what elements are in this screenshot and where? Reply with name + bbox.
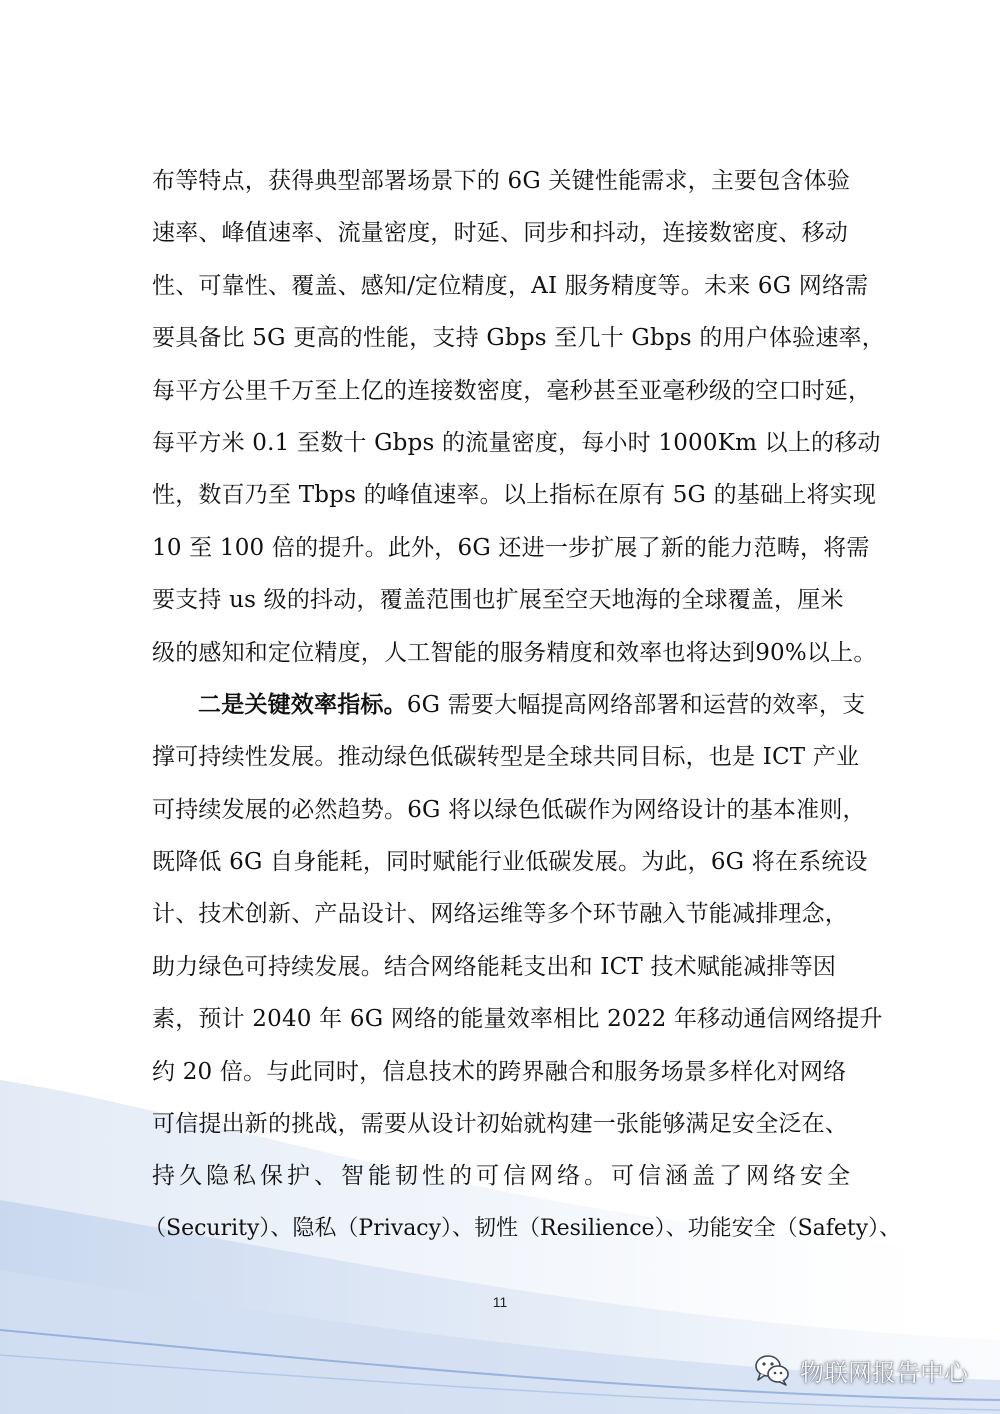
- text-line: 速率、峰值速率、流量密度，时延、同步和抖动，连接数密度、移动: [152, 220, 848, 247]
- text-line: 既降低 6G 自身能耗，同时赋能行业低碳发展。为此，6G 将在系统设: [152, 849, 868, 876]
- text-line: 持久隐私保护、智能韧性的可信网络。可信涵盖了网络安全: [152, 1163, 854, 1190]
- text-line: （Security）、隐私（Privacy）、韧性（Resilience）、功能安全（Safety）、: [144, 1215, 902, 1241]
- paragraph-heading: 二是关键效率指标。: [198, 691, 407, 718]
- document-body: [144, 155, 902, 1255]
- text-line: 10 至 100 倍的提升。此外，6G 还进一步扩展了新的能力范畴，将需: [152, 534, 870, 561]
- text-line: 助力绿色可持续发展。结合网络能耗支出和 ICT 技术赋能减排等因: [152, 953, 837, 980]
- text-line: 撑可持续性发展。推动绿色低碳转型是全球共同目标，也是 ICT 产业: [152, 744, 860, 771]
- paragraph-performance-indicators: [152, 155, 885, 679]
- text-line: 计、技术创新、产品设计、网络运维等多个环节融入节能减排理念，: [152, 901, 848, 928]
- text-line: 每平方米 0.1 至数十 Gbps 的流量密度，每小时 1000Km 以上的移动: [152, 429, 881, 456]
- text-line: 性，数百乃至 Tbps 的峰值速率。以上指标在原有 5G 的基础上将实现: [152, 482, 877, 509]
- text-line: 要支持 us 级的抖动，覆盖范围也扩展至空天地海的全球覆盖，厘米: [152, 587, 844, 614]
- text-line: 级的感知和定位精度，人工智能的服务精度和效率也将达到90%以上。: [152, 639, 877, 666]
- text-line: 每平方公里千万至上亿的连接数密度，毫秒甚至亚毫秒级的空口时延，: [152, 377, 872, 404]
- watermark: [754, 1350, 968, 1390]
- paragraph-efficiency-indicators: [144, 679, 902, 1255]
- wechat-icon: [754, 1354, 790, 1386]
- page-number: 11: [492, 1294, 508, 1310]
- text-line: 要具备比 5G 更高的性能，支持 Gbps 至几十 Gbps 的用户体验速率，: [152, 325, 885, 352]
- text-span: 6G 需要大幅提高网络部署和运营的效率，支: [406, 691, 866, 718]
- text-line: 性、可靠性、覆盖、感知/定位精度，AI 服务精度等。未来 6G 网络需: [152, 272, 869, 299]
- text-line: 素，预计 2040 年 6G 网络的能量效率相比 2022 年移动通信网络提升: [152, 1006, 883, 1033]
- text-line: 约 20 倍。与此同时，信息技术的跨界融合和服务场景多样化对网络: [152, 1058, 847, 1085]
- text-line: [152, 679, 866, 731]
- watermark-text: 物联网报告中心: [800, 1358, 968, 1387]
- text-line: 可信提出新的挑战，需要从设计初始就构建一张能够满足安全泛在、: [152, 1111, 848, 1138]
- text-line: 可持续发展的必然趋势。6G 将以绿色低碳作为网络设计的基本准则，: [152, 796, 866, 823]
- text-line: 布等特点，获得典型部署场景下的 6G 关键性能需求，主要包含体验: [152, 168, 851, 194]
